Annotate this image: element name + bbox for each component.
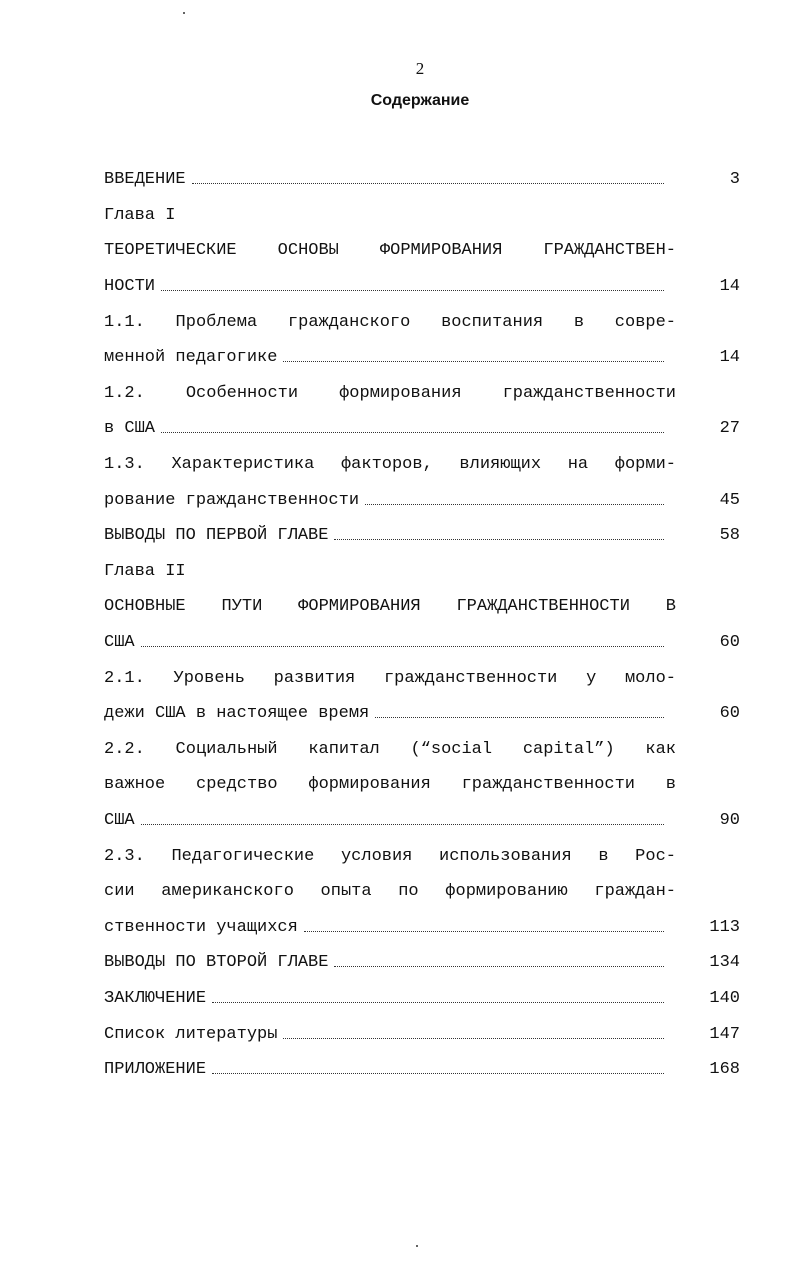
toc-entry xyxy=(104,981,740,1017)
toc-entry-line xyxy=(104,767,740,803)
toc-entry-text: ПРИЛОЖЕНИЕ xyxy=(104,1060,207,1080)
toc-entry-line xyxy=(104,874,740,910)
page-title: Содержание xyxy=(370,92,470,109)
toc-entry xyxy=(104,1016,740,1052)
dot-leader xyxy=(304,931,664,932)
toc-entry-text: ЗАКЛЮЧЕНИЕ xyxy=(104,988,207,1008)
toc-entry-text: в США xyxy=(104,419,156,439)
toc-entry-line xyxy=(104,304,740,340)
toc-entry-text: ВЫВОДЫ ПО ПЕРВОЙ ГЛАВЕ xyxy=(104,526,329,546)
toc-entry-text: менной педагогике xyxy=(104,348,278,368)
toc-entry-line xyxy=(104,376,740,412)
toc-page-number: 3 xyxy=(729,170,740,190)
toc-entry-line xyxy=(104,447,740,483)
toc-entry xyxy=(104,945,740,981)
toc-page-number: 113 xyxy=(709,917,740,937)
table-of-contents xyxy=(104,162,740,1087)
toc-page-number: 168 xyxy=(709,1060,740,1080)
toc-page-number: 14 xyxy=(719,348,740,368)
toc-entry-line xyxy=(104,732,740,768)
toc-page-number: 147 xyxy=(709,1024,740,1044)
dot-leader xyxy=(212,1002,664,1003)
dot-leader xyxy=(161,432,664,433)
toc-entry-text: США xyxy=(104,810,135,830)
dot-leader xyxy=(334,966,664,967)
toc-entry xyxy=(104,1052,740,1088)
toc-entry-text: США xyxy=(104,633,135,653)
toc-entry-text: ОСНОВНЫЕ ПУТИ ФОРМИРОВАНИЯ ГРАЖДАНСТВЕННОСТИ В xyxy=(104,597,676,617)
dot-leader xyxy=(375,717,664,718)
dot-leader xyxy=(365,504,664,505)
chapter-heading xyxy=(104,554,740,590)
toc-entry-text: Глава I xyxy=(104,205,176,225)
toc-page-number: 45 xyxy=(719,490,740,510)
toc-page-number: 27 xyxy=(719,419,740,439)
chapter-heading xyxy=(104,198,740,234)
toc-entry-text: 1.3. Характеристика факторов, влияющих на форми- xyxy=(104,455,676,475)
toc-entry-text: 2.1. Уровень развития гражданственности у моло- xyxy=(104,668,676,688)
dot-leader xyxy=(334,539,664,540)
toc-entry xyxy=(104,625,740,661)
dot-leader xyxy=(212,1073,664,1074)
dot-leader xyxy=(283,361,664,362)
toc-page-number: 60 xyxy=(719,704,740,724)
toc-entry-text: Глава II xyxy=(104,561,186,581)
toc-entry xyxy=(104,909,740,945)
toc-entry-text: дежи США в настоящее время xyxy=(104,704,370,724)
toc-entry-text: 2.3. Педагогические условия использования в Рос- xyxy=(104,846,676,866)
toc-entry-text: 1.1. Проблема гражданского воспитания в совре- xyxy=(104,312,676,332)
dot-leader xyxy=(283,1038,664,1039)
toc-entry-text: 1.2. Особенности формирования гражданственности xyxy=(104,383,676,403)
page-number: 2 xyxy=(415,59,425,78)
toc-page-number: 14 xyxy=(719,277,740,297)
toc-page-number: 140 xyxy=(709,988,740,1008)
toc-entry xyxy=(104,696,740,732)
toc-entry-text: НОСТИ xyxy=(104,277,156,297)
toc-entry-text: Список литературы xyxy=(104,1024,278,1044)
toc-entry-line xyxy=(104,838,740,874)
toc-entry xyxy=(104,411,740,447)
toc-entry xyxy=(104,518,740,554)
toc-entry-text: ВЫВОДЫ ПО ВТОРОЙ ГЛАВЕ xyxy=(104,953,329,973)
toc-entry-line xyxy=(104,589,740,625)
scan-speck xyxy=(416,1245,418,1247)
toc-page-number: 60 xyxy=(719,633,740,653)
toc-entry-text: ственности учащихся xyxy=(104,917,298,937)
scan-speck xyxy=(183,12,185,14)
toc-entry xyxy=(104,482,740,518)
toc-entry xyxy=(104,803,740,839)
toc-entry-text: важное средство формирования гражданственности в xyxy=(104,775,676,795)
toc-entry-text: рование гражданственности xyxy=(104,490,360,510)
dot-leader xyxy=(141,646,664,647)
toc-entry-text: 2.2. Социальный капитал (“social capital”) как xyxy=(104,739,676,759)
toc-entry-text: ТЕОРЕТИЧЕСКИЕ ОСНОВЫ ФОРМИРОВАНИЯ ГРАЖДАНСТВЕН- xyxy=(104,241,676,261)
toc-entry-line xyxy=(104,660,740,696)
toc-page-number: 90 xyxy=(719,810,740,830)
toc-entry-text: ВВЕДЕНИЕ xyxy=(104,170,186,190)
toc-page-number: 58 xyxy=(719,526,740,546)
dot-leader xyxy=(192,183,664,184)
toc-entry xyxy=(104,340,740,376)
toc-entry xyxy=(104,162,740,198)
toc-entry xyxy=(104,269,740,305)
toc-entry-line xyxy=(104,233,740,269)
dot-leader xyxy=(141,824,664,825)
toc-entry-text: сии американского опыта по формированию граждан- xyxy=(104,882,676,902)
toc-page-number: 134 xyxy=(709,953,740,973)
dot-leader xyxy=(161,290,664,291)
